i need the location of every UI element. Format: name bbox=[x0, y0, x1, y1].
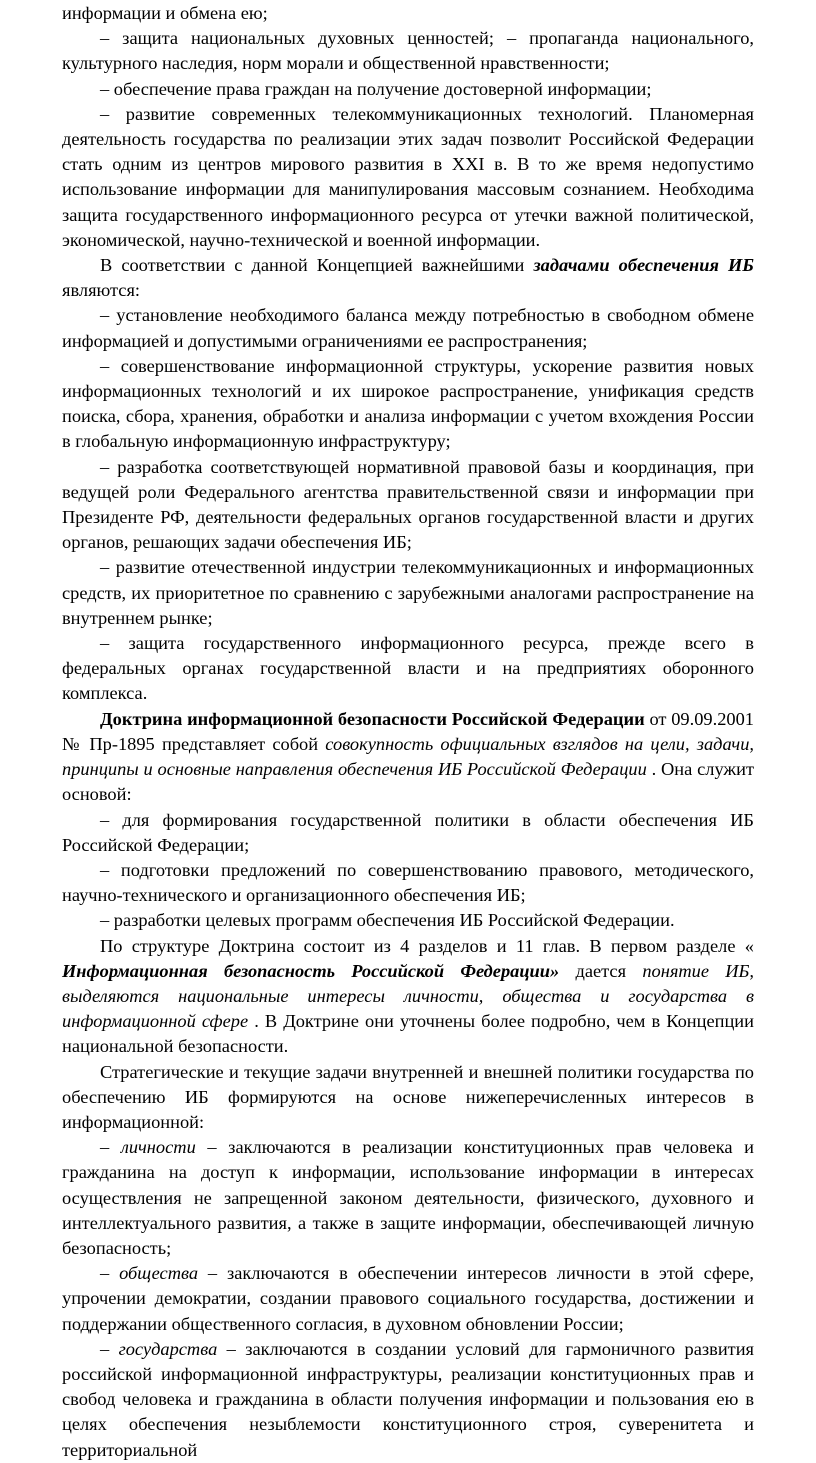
paragraph bbox=[62, 303, 754, 353]
italic-text: государства bbox=[118, 1338, 218, 1359]
paragraph bbox=[62, 1261, 754, 1337]
text: В соответствии с данной Концепцией важнейшими bbox=[100, 255, 534, 276]
text: – обеспечение права граждан на получение достоверной информации; bbox=[100, 78, 652, 99]
paragraph bbox=[62, 102, 754, 253]
bold-text: Доктрина информационной безопасности Российской Федерации bbox=[100, 708, 645, 729]
italic-text: общества bbox=[119, 1263, 199, 1284]
text: – установление необходимого баланса между потребностью в свободном обмене информацией и допустимыми ограничениями ее распространения; bbox=[62, 305, 754, 351]
text: – защита государственного информационного ресурса, прежде всего в федеральных органах государственной власти и на предприятиях оборонного комплекса. bbox=[62, 633, 754, 704]
text: По структуре Доктрина состоит из 4 разделов и 11 глав. В первом разделе « bbox=[100, 935, 754, 956]
text: – разработки целевых программ обеспечения ИБ Российской Федерации. bbox=[100, 910, 675, 931]
paragraph bbox=[62, 555, 754, 631]
italic-text: понятие ИБ, выделяются национальные интересы личности, общества и государства в информационной сфере bbox=[62, 960, 755, 1032]
paragraph bbox=[62, 1337, 754, 1463]
italic-text: совокупность официальных взглядов на цели, задачи, принципы и основные направления обеспечения ИБ Российской Федерации bbox=[62, 733, 754, 780]
emphasis-text: задачами обеспечения ИБ bbox=[533, 255, 754, 276]
paragraph bbox=[62, 455, 754, 556]
paragraph bbox=[62, 26, 754, 76]
paragraph bbox=[62, 253, 754, 303]
text: являются: bbox=[62, 280, 141, 301]
text: – развитие современных телекоммуникационных технологий. Планомерная деятельность государства по реализации этих задач позволит Российской Федерации стать одним из центров мирового развития в XXI в. В то же время недопустимо использование информации для манипулирования массовым сознанием. Необходима защита государственного информационного ресурса от утечки важной политической, экономической, научно-технической и военной информации. bbox=[62, 103, 754, 250]
text: – подготовки предложений по совершенствованию правового, методического, научно-технического и организационного обеспечения ИБ; bbox=[62, 859, 754, 906]
paragraph bbox=[62, 354, 754, 455]
paragraph bbox=[62, 1, 754, 26]
emphasis-text: Информационная безопасность Российской Федерации» bbox=[62, 960, 560, 981]
text: . Она служит основой: bbox=[62, 759, 754, 805]
text: – bbox=[100, 1263, 120, 1284]
text: – заключаются в реализации конституционных прав человека и гражданина на доступ к информации, использование информации в интересах осуществления не запрещенной законом деятельности, физического, духовного и интеллектуального развития, а также в защите информации, обеспечивающей личную безопасность; bbox=[62, 1137, 754, 1258]
text: – заключаются в создании условий для гармоничного развития российской информационной инфраструктуры, реализации конституционных прав и свобод человека и гражданина в области получения информации и пользования ею в целях обеспечения незыблемости конституционного строя, суверенитета и территориальной bbox=[62, 1338, 754, 1460]
paragraph bbox=[62, 631, 754, 707]
text: дается bbox=[559, 960, 643, 981]
paragraph bbox=[62, 77, 754, 102]
text: – для формирования государственной политики в области обеспечения ИБ Российской Федерации; bbox=[62, 809, 754, 855]
paragraph bbox=[62, 808, 754, 858]
text: – bbox=[100, 1137, 121, 1158]
paragraph bbox=[62, 1135, 754, 1261]
text: – развитие отечественной индустрии телекоммуникационных и информационных средств, их приоритетное по сравнению с зарубежными аналогами распространение на внутреннем рынке; bbox=[62, 557, 754, 628]
text: – совершенствование информационной структуры, ускорение развития новых информационных технологий и их широкое распространение, унификация средств поиска, сбора, хранения, обработки и анализа информации с учетом вхождения России в глобальную информационную инфраструктуру; bbox=[62, 355, 754, 452]
paragraph bbox=[62, 934, 754, 1060]
text: от 09.09.2001 № Пр-1895 представляет собой bbox=[62, 708, 754, 754]
text: информации и обмена ею; bbox=[62, 3, 268, 23]
italic-text: личности bbox=[120, 1137, 196, 1158]
text: – разработка соответствующей нормативной правовой базы и координация, при ведущей роли Федерального агентства правительственной связи и информации при Президенте РФ, деятельности федеральных органов государственной власти и других органов, решающих задачи обеспечения ИБ; bbox=[62, 456, 754, 553]
text: – bbox=[100, 1338, 119, 1359]
text: Стратегические и текущие задачи внутренней и внешней политики государства по обеспечению ИБ формируются на основе нижеперечисленных интересов в информационной: bbox=[62, 1061, 754, 1132]
paragraph bbox=[62, 908, 754, 933]
paragraph bbox=[62, 1060, 754, 1136]
text: . В Доктрине они уточнены более подробно, чем в Концепции национальной безопасности. bbox=[62, 1011, 754, 1057]
text: – заключаются в обеспечении интересов личности в этой сфере, упрочении демократии, создании правового социального государства, достижении и поддержании общественного согласия, в духовном обновлении России; bbox=[62, 1263, 754, 1334]
paragraph bbox=[62, 858, 754, 908]
paragraph bbox=[62, 707, 754, 808]
text: – защита национальных духовных ценностей; – пропаганда национального, культурного наследия, норм морали и общественной нравственности; bbox=[62, 28, 754, 74]
